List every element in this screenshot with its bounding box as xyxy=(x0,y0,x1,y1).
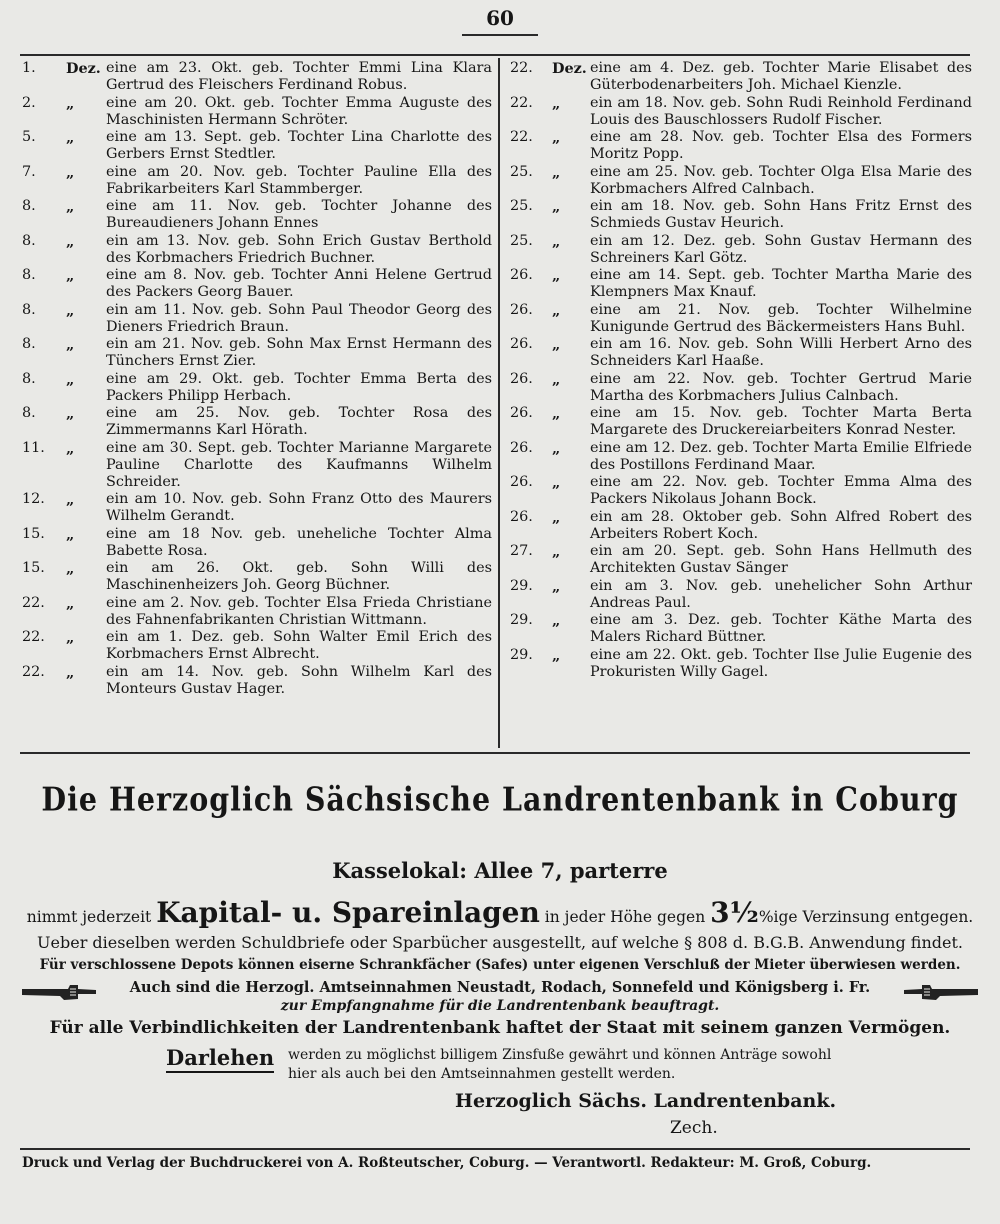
entry-text: eine am 3. Dez. geb. Tochter Käthe Marta des Malers Richard Büttner. xyxy=(590,612,972,645)
entry-day: 26. xyxy=(510,474,533,490)
entry-day: 27. xyxy=(510,543,533,559)
entry-text: ein am 18. Nov. geb. Sohn Hans Fritz Ernst des Schmieds Gustav Heurich. xyxy=(590,198,972,231)
section-rule xyxy=(20,752,970,754)
register-entry xyxy=(510,543,972,577)
entry-text: eine am 12. Dez. geb. Tochter Marta Emilie Elfriede des Postillons Ferdinand Maar. xyxy=(590,439,972,473)
register-entry xyxy=(510,336,972,370)
entry-day: 8. xyxy=(22,232,36,249)
entry-month: „ xyxy=(66,267,75,284)
register-entry xyxy=(22,560,492,594)
ad-signature: Herzoglich Sächs. Landrentenbank. xyxy=(455,1090,837,1112)
entry-month: „ xyxy=(552,301,561,319)
entry-month: „ xyxy=(552,129,561,146)
entry-day: 22. xyxy=(22,629,45,645)
entry-month: Dez. xyxy=(552,60,587,77)
entry-day: 29. xyxy=(510,612,533,628)
ad-sparbuch: Ueber dieselben werden Schuldbriefe oder Sparbücher ausgestellt, auf welche § 808 d. B.G.B. Anwendung findet. xyxy=(37,933,963,952)
entry-text: eine am 22. Nov. geb. Tochter Gertrud Marie Martha des Korbmachers Julius Calnbach. xyxy=(590,370,972,404)
entry-month: „ xyxy=(66,301,75,319)
entry-month: „ xyxy=(66,439,75,457)
entry-day: 11. xyxy=(22,439,45,456)
entry-text: eine am 14. Sept. geb. Tochter Martha Marie des Klempners Max Knauf. xyxy=(590,267,972,300)
register-entry xyxy=(510,164,972,198)
ad-capital-mid: in jeder Höhe gegen xyxy=(544,908,706,926)
ad-capital-pre: nimmt jederzeit xyxy=(26,908,152,926)
entry-text: ein am 12. Dez. geb. Sohn Gustav Hermann des Schreiners Karl Götz. xyxy=(590,232,972,266)
entry-month: „ xyxy=(552,474,561,491)
entry-text: eine am 25. Nov. geb. Tochter Olga Elsa Marie des Korbmachers Alfred Calnbach. xyxy=(590,163,972,197)
register-entry xyxy=(510,509,972,543)
register-entry xyxy=(22,267,492,301)
entry-month: „ xyxy=(552,405,561,422)
register-entry xyxy=(22,629,492,663)
register-entry xyxy=(510,405,972,439)
entry-day: 8. xyxy=(22,198,36,214)
register-entry xyxy=(510,129,972,163)
entry-day: 26. xyxy=(510,336,533,352)
register-entry xyxy=(22,60,492,94)
entry-text: eine am 23. Okt. geb. Tochter Emmi Lina Klara Gertrud des Fleischers Ferdinand Robus. xyxy=(106,60,492,93)
register-entry xyxy=(510,647,972,681)
register-entry xyxy=(510,612,972,646)
entry-text: eine am 25. Nov. geb. Tochter Rosa des Zimmermanns Karl Hörath. xyxy=(106,405,492,438)
entry-month: „ xyxy=(66,629,75,646)
entry-text: eine am 29. Okt. geb. Tochter Emma Berta des Packers Philipp Herbach. xyxy=(106,370,492,404)
entry-text: ein am 14. Nov. geb. Sohn Wilhelm Karl des Monteurs Gustav Hager. xyxy=(106,663,492,697)
ad-darlehen-text: werden zu möglichst billigem Zinsfuße gewährt und können Anträge sowohl hier als auch bei den Amtseinnahmen gestellt werden. xyxy=(288,1047,832,1082)
entry-day: 2. xyxy=(22,94,36,111)
entry-month: „ xyxy=(66,560,75,577)
ad-title: Die Herzoglich Sächsische Landrentenbank in Coburg xyxy=(41,779,959,819)
entry-month: „ xyxy=(552,439,561,457)
register-entry xyxy=(22,440,492,491)
entry-text: eine am 15. Nov. geb. Tochter Marta Berta Margarete des Druckereiarbeiters Konrad Nester. xyxy=(590,405,972,438)
entry-month: „ xyxy=(552,543,561,560)
entry-text: eine am 4. Dez. geb. Tochter Marie Elisabet des Güterbodenarbeiters Joh. Michael Kienzle. xyxy=(590,60,972,93)
register-entry xyxy=(22,491,492,525)
ad-annahme-line2: zur Empfangnahme für die Landrentenbank beauftragt. xyxy=(280,998,720,1014)
register-entry xyxy=(510,578,972,612)
entry-text: ein am 10. Nov. geb. Sohn Franz Otto des Maurers Wilhelm Gerandt. xyxy=(106,491,492,524)
right-column xyxy=(510,60,972,681)
entry-text: eine am 11. Nov. geb. Tochter Johanne des Bureaudieners Johann Ennes xyxy=(106,198,492,231)
entry-text: eine am 2. Nov. geb. Tochter Elsa Frieda Christiane des Fahnenfabrikanten Christian Wittmann. xyxy=(106,594,492,628)
entry-month: „ xyxy=(552,198,561,215)
entry-day: 1. xyxy=(22,60,36,76)
entry-month: „ xyxy=(552,577,561,595)
entry-day: 22. xyxy=(510,60,533,76)
ad-capital-post: %ige Verzinsung entgegen. xyxy=(758,908,974,926)
ad-capital-rate: 3½ xyxy=(710,896,759,929)
entry-month: „ xyxy=(66,94,75,112)
entry-month: „ xyxy=(66,491,75,508)
register-entry xyxy=(22,371,492,405)
entry-month: Dez. xyxy=(66,60,101,77)
register-entry xyxy=(22,405,492,439)
entry-text: ein am 3. Nov. geb. unehelicher Sohn Arthur Andreas Paul. xyxy=(590,577,972,611)
entry-day: 25. xyxy=(510,163,533,180)
header-rule xyxy=(462,34,538,36)
entry-text: ein am 11. Nov. geb. Sohn Paul Theodor Georg des Dieners Friedrich Braun. xyxy=(106,301,492,335)
entry-text: ein am 1. Dez. geb. Sohn Walter Emil Erich des Korbmachers Ernst Albrecht. xyxy=(106,629,492,662)
entry-day: 15. xyxy=(22,560,45,576)
entry-month: „ xyxy=(66,594,75,612)
entry-month: „ xyxy=(66,405,75,422)
entry-day: 8. xyxy=(22,370,36,387)
ad-capital-big: Kapital- u. Spareinlagen xyxy=(156,896,540,929)
register-entry xyxy=(510,198,972,232)
register-entry xyxy=(22,526,492,560)
entry-month: „ xyxy=(552,163,561,181)
top-rule xyxy=(20,54,970,56)
entry-day: 26. xyxy=(510,301,533,318)
ad-capital-line xyxy=(20,896,980,929)
entry-text: eine am 21. Nov. geb. Tochter Wilhelmine Kunigunde Gertrud des Bäckermeisters Hans Buhl. xyxy=(590,301,972,335)
entry-day: 22. xyxy=(22,594,45,611)
entry-text: ein am 20. Sept. geb. Sohn Hans Hellmuth des Architekten Gustav Sänger xyxy=(590,543,972,576)
entry-text: eine am 13. Sept. geb. Tochter Lina Charlotte des Gerbers Ernst Stedtler. xyxy=(106,129,492,162)
entry-month: „ xyxy=(66,336,75,353)
ad-darlehen-label: Darlehen xyxy=(166,1045,274,1073)
entry-month: „ xyxy=(552,232,561,250)
entry-text: eine am 30. Sept. geb. Tochter Marianne Margarete Pauline Charlotte des Kaufmanns Wilhelm Schreider. xyxy=(106,439,492,490)
entry-text: eine am 28. Nov. geb. Tochter Elsa des Formers Moritz Popp. xyxy=(590,129,972,162)
register-entry xyxy=(22,95,492,129)
entry-text: ein am 16. Nov. geb. Sohn Willi Herbert Arno des Schneiders Karl Haaße. xyxy=(590,336,972,369)
register-entry xyxy=(22,336,492,370)
entry-month: „ xyxy=(552,370,561,388)
ad-annahme-line1: Auch sind die Herzogl. Amtseinnahmen Neustadt, Rodach, Sonnefeld und Königsberg i. Fr. xyxy=(129,979,871,996)
left-column xyxy=(22,60,492,698)
register-entry xyxy=(510,474,972,508)
entry-month: „ xyxy=(66,129,75,146)
entry-month: „ xyxy=(552,646,561,664)
entry-day: 25. xyxy=(510,232,533,249)
register-entry xyxy=(510,440,972,474)
ad-depots: Für verschlossene Depots können eiserne Schrankfächer (Safes) unter eigenen Verschluß der Mieter überwiesen werden. xyxy=(39,957,961,973)
entry-month: „ xyxy=(552,267,561,284)
entry-month: „ xyxy=(66,370,75,388)
entry-day: 26. xyxy=(510,370,533,387)
ad-office: Kasselokal: Allee 7, parterre xyxy=(332,858,668,883)
entry-text: ein am 26. Okt. geb. Sohn Willi des Maschinenheizers Joh. Georg Büchner. xyxy=(106,560,492,593)
page-number: 60 xyxy=(486,6,514,30)
entry-month: „ xyxy=(66,198,75,215)
entry-month: „ xyxy=(66,525,75,543)
register-entry xyxy=(22,664,492,698)
entry-text: ein am 18. Nov. geb. Sohn Rudi Reinhold Ferdinand Louis des Bauschlossers Rudolf Fischer. xyxy=(590,94,972,128)
register-entry xyxy=(510,95,972,129)
entry-day: 22. xyxy=(510,129,533,145)
entry-month: „ xyxy=(66,163,75,181)
entry-text: eine am 20. Okt. geb. Tochter Emma Auguste des Maschinisten Hermann Schröter. xyxy=(106,94,492,128)
entry-month: „ xyxy=(552,508,561,526)
register-entry xyxy=(22,164,492,198)
entry-month: „ xyxy=(552,94,561,112)
entry-day: 8. xyxy=(22,267,36,283)
register-entry xyxy=(22,302,492,336)
footer-rule xyxy=(20,1148,970,1150)
entry-day: 26. xyxy=(510,508,533,525)
register-entry xyxy=(22,198,492,232)
entry-day: 22. xyxy=(22,663,45,680)
register-entry xyxy=(22,233,492,267)
entry-day: 7. xyxy=(22,163,36,180)
entry-day: 25. xyxy=(510,198,533,214)
entry-text: ein am 13. Nov. geb. Sohn Erich Gustav Berthold des Korbmachers Friedrich Buchner. xyxy=(106,232,492,266)
register-entry xyxy=(510,60,972,94)
pointing-hand-left-icon xyxy=(902,980,980,1004)
register-entry xyxy=(510,371,972,405)
register-entry xyxy=(22,129,492,163)
register-entry xyxy=(510,302,972,336)
ad-signer: Zech. xyxy=(670,1118,718,1138)
entry-month: „ xyxy=(552,612,561,629)
column-divider xyxy=(498,58,500,748)
entry-text: eine am 22. Nov. geb. Tochter Emma Alma des Packers Nikolaus Johann Bock. xyxy=(590,474,972,507)
entry-text: ein am 28. Oktober geb. Sohn Alfred Robert des Arbeiters Robert Koch. xyxy=(590,508,972,542)
entry-day: 12. xyxy=(22,491,45,507)
entry-day: 29. xyxy=(510,646,533,663)
entry-day: 15. xyxy=(22,525,45,542)
entry-text: eine am 8. Nov. geb. Tochter Anni Helene Gertrud des Packers Georg Bauer. xyxy=(106,267,492,300)
entry-text: ein am 21. Nov. geb. Sohn Max Ernst Hermann des Tünchers Ernst Zier. xyxy=(106,336,492,369)
entry-day: 8. xyxy=(22,405,36,421)
entry-day: 26. xyxy=(510,405,533,421)
entry-day: 26. xyxy=(510,439,533,456)
entry-day: 26. xyxy=(510,267,533,283)
entry-day: 29. xyxy=(510,577,533,594)
entry-day: 8. xyxy=(22,336,36,352)
imprint-footer: Druck und Verlag der Buchdruckerei von A. Roßteutscher, Coburg. — Verantwortl. Redakteur: M. Groß, Coburg. xyxy=(22,1155,872,1171)
entry-text: eine am 20. Nov. geb. Tochter Pauline Ella des Fabrikarbeiters Karl Stammberger. xyxy=(106,163,492,197)
entry-day: 5. xyxy=(22,129,36,145)
entry-text: eine am 18 Nov. geb. uneheliche Tochter Alma Babette Rosa. xyxy=(106,525,492,559)
ad-haftung: Für alle Verbindlichkeiten der Landrentenbank haftet der Staat mit seinem ganzen Vermögen. xyxy=(49,1018,951,1038)
entry-month: „ xyxy=(66,663,75,681)
entry-month: „ xyxy=(552,336,561,353)
register-entry xyxy=(510,233,972,267)
register-entry xyxy=(22,595,492,629)
register-entry xyxy=(510,267,972,301)
entry-month: „ xyxy=(66,232,75,250)
entry-day: 22. xyxy=(510,94,533,111)
entry-text: eine am 22. Okt. geb. Tochter Ilse Julie Eugenie des Prokuristen Willy Gagel. xyxy=(590,646,972,680)
entry-day: 8. xyxy=(22,301,36,318)
